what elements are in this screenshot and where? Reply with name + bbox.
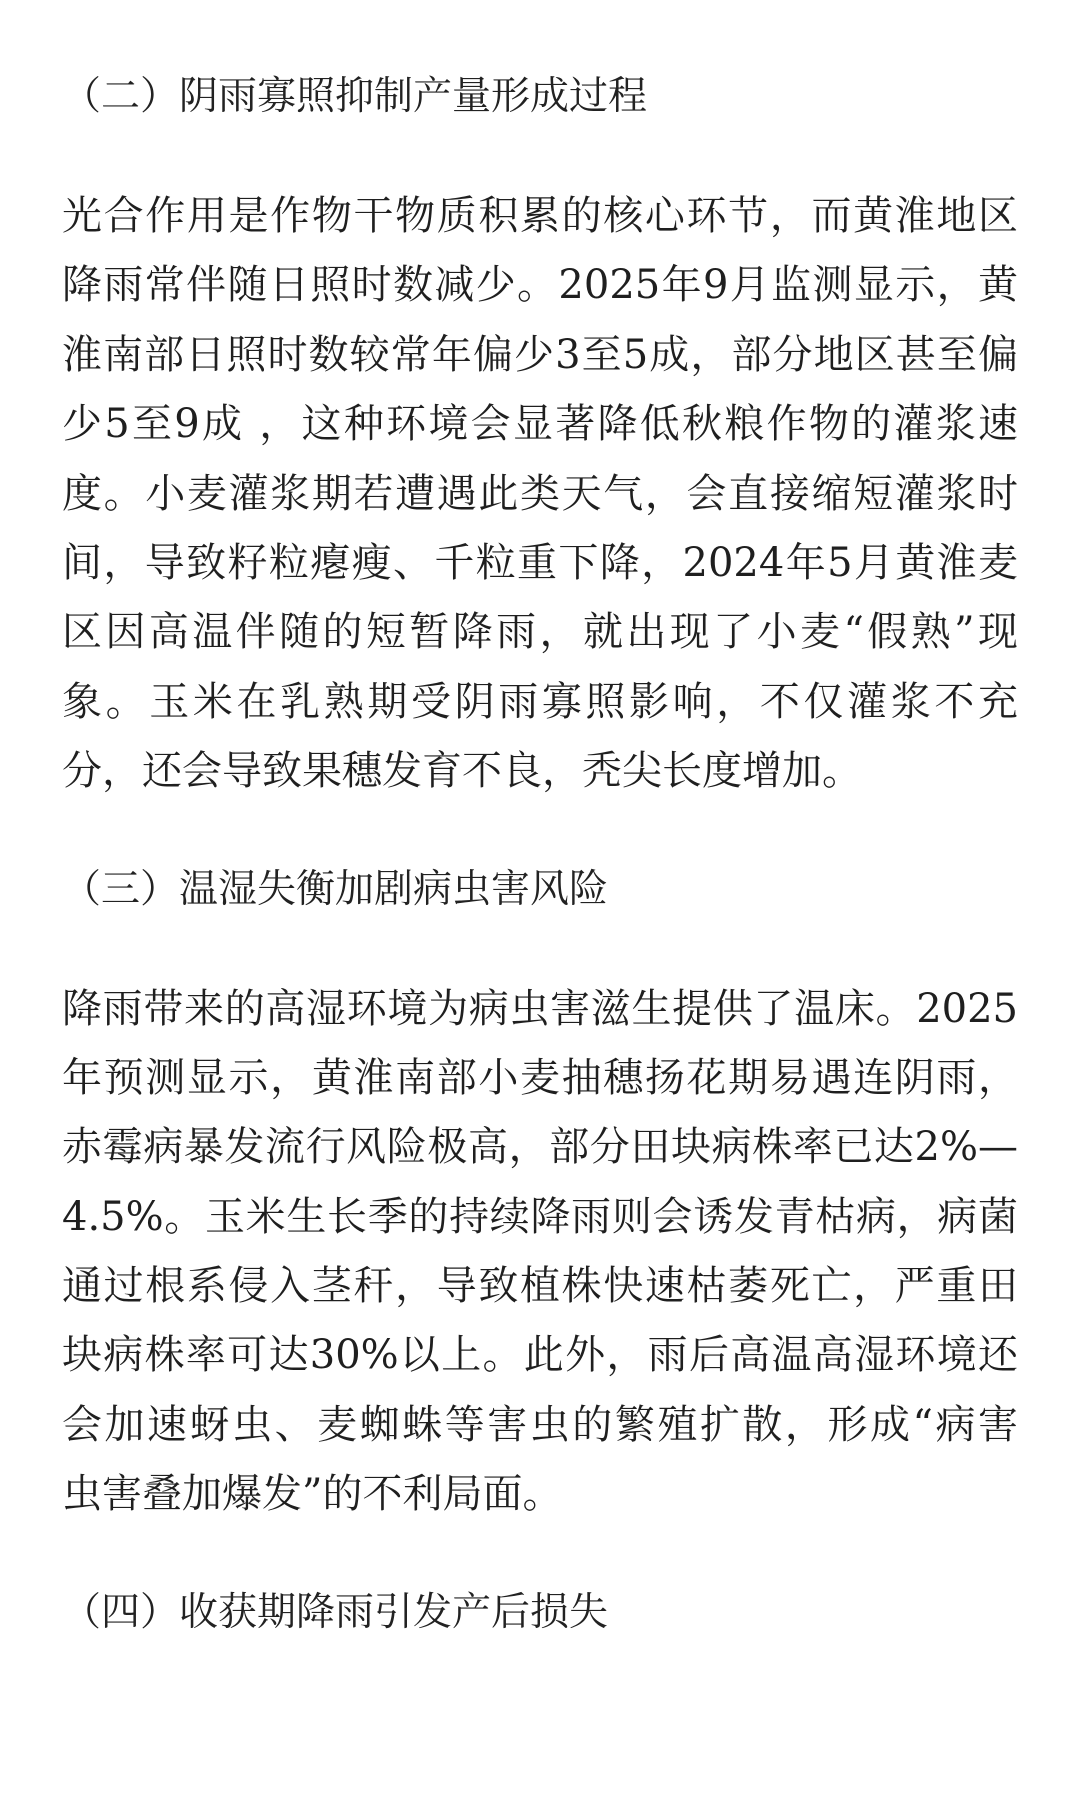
paragraph-line: 少5至9成 ，这种环境会显著降低秋粮作物的灌浆速 bbox=[62, 401, 1018, 448]
section-heading-2: （二）阴雨寡照抑制产量形成过程 bbox=[62, 74, 648, 119]
paragraph-line: 虫害叠加爆发”的不利局面。 bbox=[62, 1471, 563, 1518]
paragraph-line: 会加速蚜虫、麦蜘蛛等害虫的繁殖扩散，形成“病害 bbox=[62, 1401, 1018, 1448]
paragraph-line: 4.5%。玉米生长季的持续降雨则会诱发青枯病，病菌 bbox=[62, 1193, 1018, 1240]
paragraph-line: 通过根系侵入茎秆，导致植株快速枯萎死亡，严重田 bbox=[62, 1263, 1018, 1310]
paragraph-line: 象。玉米在乳熟期受阴雨寡照影响，不仅灌浆不充 bbox=[62, 678, 1018, 725]
section-heading-3: （三）温湿失衡加剧病虫害风险 bbox=[62, 866, 609, 912]
paragraph-line: 降雨带来的高湿环境为病虫害滋生提供了温床。2025 bbox=[62, 985, 1018, 1032]
paragraph-line: 淮南部日照时数较常年偏少3至5成，部分地区甚至偏 bbox=[62, 331, 1018, 378]
paragraph-line: 赤霉病暴发流行风险极高，部分田块病株率已达2%— bbox=[62, 1124, 1018, 1171]
paragraph-line: 降雨常伴随日照时数减少。2025年9月监测显示，黄 bbox=[62, 262, 1018, 309]
paragraph-line: 年预测显示，黄淮南部小麦抽穗扬花期易遇连阴雨， bbox=[62, 1054, 1018, 1101]
paragraph-line: 块病株率可达30%以上。此外，雨后高温高湿环境还 bbox=[62, 1332, 1018, 1379]
paragraph-line: 度。小麦灌浆期若遭遇此类天气，会直接缩短灌浆时 bbox=[62, 470, 1018, 517]
section-paragraph-2 bbox=[62, 182, 1018, 807]
article bbox=[62, 62, 1018, 1648]
section-paragraph-3 bbox=[62, 975, 1018, 1530]
section-heading-4: （四）收获期降雨引发产后损失 bbox=[62, 1589, 609, 1635]
paragraph-line: 分，还会导致果穗发育不良，秃尖长度增加。 bbox=[62, 748, 862, 795]
paragraph-line: 间，导致籽粒瘪瘦、千粒重下降，2024年5月黄淮麦 bbox=[62, 539, 1018, 586]
paragraph-line: 区因高温伴随的短暂降雨，就出现了小麦“假熟”现 bbox=[62, 609, 1018, 656]
paragraph-line: 光合作用是作物干物质积累的核心环节，而黄淮地区 bbox=[62, 193, 1018, 239]
